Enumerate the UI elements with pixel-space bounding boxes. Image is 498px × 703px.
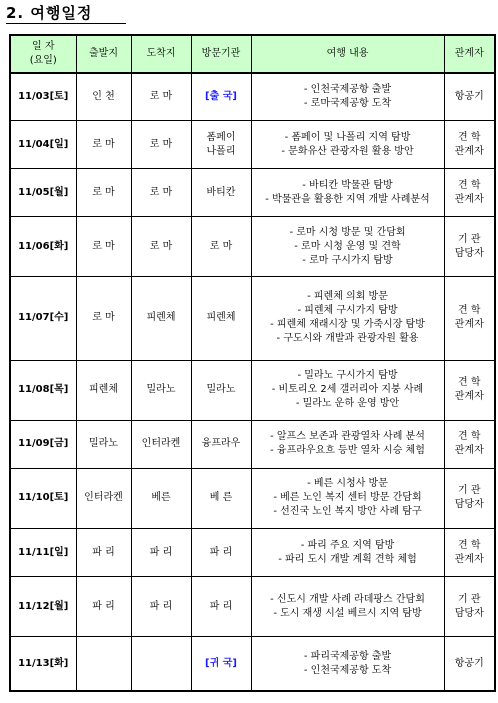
content-line: - 구도시와 개발과 관광자원 활용 [276, 333, 419, 345]
cell-content [251, 121, 444, 169]
content-line: - 인천국제공항 도착 [303, 664, 392, 676]
cell-arrival: 로 마 [131, 217, 191, 277]
cell-person [444, 360, 495, 420]
header-date-line2: (요일) [29, 55, 57, 66]
cell-departure: 인 천 [76, 73, 131, 121]
cell-institution [191, 529, 251, 577]
institution-line: 피렌체 [206, 312, 236, 324]
header-date-line1: 일 자 [32, 41, 55, 52]
cell-institution [191, 360, 251, 420]
section-title [6, 2, 92, 23]
header-departure: 출발지 [76, 35, 131, 73]
cell-departure: 인터라켄 [76, 468, 131, 528]
cell-content [251, 576, 444, 636]
cell-arrival: 로 마 [131, 73, 191, 121]
table-row [10, 360, 495, 420]
cell-content [251, 73, 444, 121]
cell-date: 11/04[일] [10, 121, 76, 169]
cell-institution [191, 169, 251, 217]
content-line: - 파리 도시 개발 계획 견학 체험 [278, 553, 417, 565]
cell-person [444, 529, 495, 577]
content-line: - 바티칸 박물관 탐방 [302, 179, 393, 191]
header-date [10, 35, 76, 73]
institution-line: 로 마 [209, 240, 233, 252]
cell-arrival: 파 리 [131, 529, 191, 577]
institution-line: [출 국] [205, 91, 237, 103]
header-institution: 방문기관 [191, 35, 251, 73]
table-row [10, 277, 495, 360]
cell-person [444, 277, 495, 360]
cell-departure: 로 마 [76, 277, 131, 360]
person-line: 기 관 [458, 593, 481, 605]
cell-date: 11/09[금] [10, 420, 76, 468]
person-line: 항공기 [454, 91, 484, 103]
table-row [10, 169, 495, 217]
person-line: 담당자 [454, 247, 484, 259]
cell-arrival [131, 637, 191, 691]
content-line: - 피렌체 의회 방문 [307, 291, 388, 303]
institution-line: 베 른 [209, 492, 233, 504]
header-arrival: 도착지 [131, 35, 191, 73]
content-line: - 신도시 개발 사례 라데팡스 간담회 [270, 593, 425, 605]
cell-content [251, 277, 444, 360]
cell-arrival: 밀라노 [131, 360, 191, 420]
section-title-text: 2. 여행일정 [6, 4, 93, 22]
cell-arrival: 로 마 [131, 121, 191, 169]
cell-institution [191, 637, 251, 691]
cell-content [251, 529, 444, 577]
person-line: 견 학 [458, 131, 481, 143]
content-line: - 베른 노인 복지 센터 방문 간담회 [273, 492, 422, 504]
cell-institution [191, 576, 251, 636]
table-row [10, 637, 495, 691]
person-line: 항공기 [454, 657, 484, 669]
cell-departure: 로 마 [76, 169, 131, 217]
cell-date: 11/03[토] [10, 73, 76, 121]
itinerary-table [9, 34, 496, 692]
content-line: - 피렌체 재래시장 및 가죽시장 탐방 [270, 319, 425, 331]
institution-line: 융프라우 [201, 438, 241, 450]
cell-departure: 로 마 [76, 217, 131, 277]
table-row [10, 121, 495, 169]
person-line: 관계자 [454, 445, 484, 457]
cell-content [251, 420, 444, 468]
person-line: 견 학 [458, 431, 481, 443]
table-row [10, 73, 495, 121]
institution-line: 밀라노 [206, 384, 236, 396]
content-line: - 도시 재생 시설 베르시 지역 탐방 [273, 607, 422, 619]
cell-date: 11/10[토] [10, 468, 76, 528]
content-line: - 베른 시청사 방문 [307, 478, 388, 490]
person-line: 기 관 [458, 485, 481, 497]
institution-line: 폼페이 [206, 131, 236, 143]
cell-content [251, 217, 444, 277]
cell-content [251, 169, 444, 217]
cell-arrival: 파 리 [131, 576, 191, 636]
cell-institution [191, 468, 251, 528]
person-line: 견 학 [458, 377, 481, 389]
person-line: 견 학 [458, 305, 481, 317]
institution-line: 파 리 [209, 546, 233, 558]
content-line: - 파리국제공항 출발 [303, 650, 392, 662]
cell-institution [191, 73, 251, 121]
content-line: - 로마 시청 운영 및 견학 [294, 240, 401, 252]
person-line: 관계자 [454, 391, 484, 403]
institution-line: 파 리 [209, 600, 233, 612]
content-line: - 문화유산 관광자원 활용 방안 [281, 145, 414, 157]
cell-institution [191, 420, 251, 468]
cell-departure: 로 마 [76, 121, 131, 169]
cell-arrival: 베른 [131, 468, 191, 528]
person-line: 담당자 [454, 499, 484, 511]
institution-line: [귀 국] [205, 657, 237, 669]
person-line: 관계자 [454, 145, 484, 157]
person-line: 견 학 [458, 179, 481, 191]
person-line: 담당자 [454, 607, 484, 619]
table-row [10, 576, 495, 636]
person-line: 관계자 [454, 319, 484, 331]
cell-person [444, 576, 495, 636]
cell-arrival: 피렌체 [131, 277, 191, 360]
cell-content [251, 637, 444, 691]
table-row [10, 468, 495, 528]
cell-arrival: 로 마 [131, 169, 191, 217]
person-line: 관계자 [454, 193, 484, 205]
person-line: 견 학 [458, 539, 481, 551]
person-line: 관계자 [454, 553, 484, 565]
content-line: - 로마국제공항 도착 [303, 98, 392, 110]
cell-person [444, 121, 495, 169]
content-line: - 비토리오 2세 갤러리아 지붕 사례 [271, 384, 424, 396]
cell-person [444, 637, 495, 691]
person-line: 기 관 [458, 233, 481, 245]
cell-person [444, 217, 495, 277]
cell-date: 11/05[월] [10, 169, 76, 217]
content-line: - 로마 시청 방문 및 간담회 [289, 226, 406, 238]
cell-date: 11/08[목] [10, 360, 76, 420]
cell-date: 11/13[화] [10, 637, 76, 691]
cell-content [251, 360, 444, 420]
table-row [10, 217, 495, 277]
content-line: - 로마 구시가지 탐방 [302, 254, 393, 266]
institution-line: 나폴리 [206, 145, 236, 157]
content-line: - 선진국 노인 복지 방안 사례 탐구 [273, 506, 422, 518]
content-line: - 밀라노 운하 운영 방안 [295, 398, 400, 410]
institution-line: 바티칸 [206, 186, 236, 198]
cell-departure: 파 리 [76, 576, 131, 636]
cell-institution [191, 121, 251, 169]
title-underline [6, 23, 126, 24]
cell-departure: 밀라노 [76, 420, 131, 468]
table-row [10, 420, 495, 468]
content-line: - 파리 주요 지역 탐방 [300, 539, 395, 551]
table-row [10, 529, 495, 577]
cell-person [444, 468, 495, 528]
content-line: - 박물관을 활용한 지역 개발 사례분석 [265, 193, 430, 205]
cell-date: 11/12[월] [10, 576, 76, 636]
content-line: - 폼페이 및 나폴리 지역 탐방 [284, 131, 411, 143]
header-row [10, 35, 495, 73]
cell-departure [76, 637, 131, 691]
cell-date: 11/11[일] [10, 529, 76, 577]
cell-content [251, 468, 444, 528]
cell-departure: 피렌체 [76, 360, 131, 420]
cell-person [444, 420, 495, 468]
content-line: - 알프스 보존과 관광열차 사례 분석 [270, 431, 425, 443]
cell-departure: 파 리 [76, 529, 131, 577]
content-line: - 피렌체 구시가지 탐방 [297, 305, 398, 317]
content-line: - 밀라노 구시가지 탐방 [297, 370, 398, 382]
cell-arrival: 인터라켄 [131, 420, 191, 468]
content-line: - 인천국제공항 출발 [303, 84, 392, 96]
content-line: - 융프라우요흐 등반 열차 시승 체험 [270, 445, 425, 457]
cell-person [444, 169, 495, 217]
header-person: 관계자 [444, 35, 495, 73]
table-header [10, 35, 495, 73]
cell-date: 11/07[수] [10, 277, 76, 360]
header-content: 여행 내용 [251, 35, 444, 73]
cell-date: 11/06[화] [10, 217, 76, 277]
cell-person [444, 73, 495, 121]
table-body [10, 73, 495, 691]
cell-institution [191, 277, 251, 360]
cell-institution [191, 217, 251, 277]
